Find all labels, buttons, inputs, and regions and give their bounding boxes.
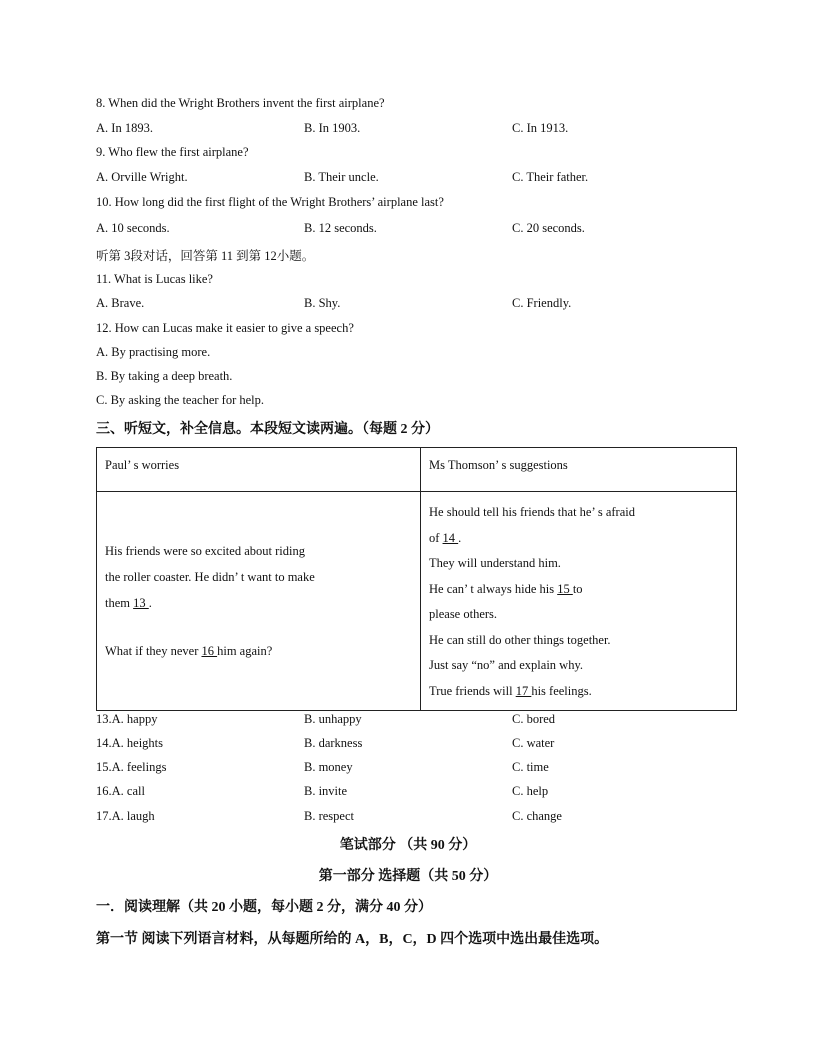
right-line-3: They will understand him. (429, 556, 561, 570)
q10-option-b: B. 12 seconds. (304, 221, 377, 235)
suggestions-cell (421, 492, 737, 711)
opt-13-a: 13.A. happy (96, 712, 158, 726)
right-line-4-pre: He can’ t always hide his (429, 581, 558, 596)
left-line-1: His friends were so excited about riding (105, 544, 305, 558)
left-line-4 (105, 638, 420, 664)
opt-16-b: B. invite (304, 784, 348, 798)
question-10-stem: 10. How long did the first flight of the Wright Brothers’ airplane last? (96, 195, 444, 209)
opt-17-c: C. change (512, 809, 562, 823)
question-9-stem: 9. Who flew the first airplane? (96, 145, 249, 159)
q11-option-c: C. Friendly. (512, 296, 572, 310)
q11-option-a: A. Brave. (96, 296, 145, 310)
part-1-title: 第一部分 选择题（共 50 分） (318, 869, 498, 884)
q10-option-a: A. 10 seconds. (96, 221, 170, 235)
left-line-3-pre: them (105, 596, 134, 610)
question-8-stem: 8. When did the Wright Brothers invent the first airplane? (96, 96, 385, 110)
right-line-8-post: his feelings. (531, 683, 592, 698)
part-3-heading: 三、听短文，补全信息。本段短文读两遍。（每题 2 分） (96, 422, 439, 437)
right-line-4-post: to (572, 581, 583, 596)
blank-13: 13 (133, 596, 149, 610)
q8-option-b: B. In 1903. (304, 121, 361, 135)
q12-option-a: A. By practising more. (96, 345, 211, 359)
right-line-8-pre: True friends will (429, 683, 516, 698)
q9-option-a: A. Orville Wright. (96, 170, 188, 184)
right-line-2-post: . (458, 530, 462, 545)
blank-16: 16 (201, 644, 218, 658)
left-line-3 (105, 590, 420, 616)
opt-13-c: C. bored (512, 712, 556, 726)
left-line-4-pre: What if they never (105, 644, 202, 658)
q12-option-c: C. By asking the teacher for help. (96, 393, 265, 407)
opt-14-b: B. darkness (304, 736, 363, 750)
q11-option-b: B. Shy. (304, 296, 341, 310)
right-line-5: please others. (429, 607, 498, 621)
opt-16-a: 16.A. call (96, 784, 145, 798)
opt-15-a: 15.A. feelings (96, 760, 167, 774)
q8-option-c: C. In 1913. (512, 121, 569, 135)
right-line-1: He should tell his friends that he’ s afraid (429, 505, 635, 519)
right-line-4 (429, 577, 736, 603)
q9-option-c: C. Their father. (512, 170, 589, 184)
q10-option-c: C. 20 seconds. (512, 221, 585, 235)
opt-17-a: 17.A. laugh (96, 809, 155, 823)
right-line-2-pre: of (429, 530, 443, 545)
opt-13-b: B. unhappy (304, 712, 362, 726)
right-line-6: He can still do other things together. (429, 632, 611, 647)
question-11-stem: 11. What is Lucas like? (96, 272, 213, 286)
blank-17: 17 (515, 683, 532, 698)
reading-heading: 一．阅读理解（共 20 小题，每小题 2 分，满分 40 分） (96, 900, 432, 915)
blank-14: 14 (442, 530, 459, 545)
opt-16-c: C. help (512, 784, 549, 798)
opt-17-b: B. respect (304, 809, 354, 823)
left-line-2: the roller coaster. He didn’ t want to make (105, 570, 315, 584)
opt-14-a: 14.A. heights (96, 736, 164, 750)
right-line-2 (429, 526, 736, 552)
worries-suggestions-table (96, 447, 737, 711)
blank-15: 15 (557, 581, 573, 596)
q12-option-b: B. By taking a deep breath. (96, 369, 233, 383)
opt-15-c: C. time (512, 760, 549, 774)
opt-15-b: B. money (304, 760, 353, 774)
section-1-heading: 第一节 阅读下列语言材料，从每题所给的 A，B，C，D 四个选项中选出最佳选项。 (96, 932, 609, 947)
left-line-4-post: him again? (217, 644, 273, 658)
section-3-intro: 听第 3段对话，回答第 11 到第 12小题。 (96, 249, 315, 263)
right-line-8 (429, 679, 736, 705)
head-right-text: Ms Thomson’ s suggestions (429, 458, 568, 472)
opt-14-c: C. water (512, 736, 555, 750)
worries-cell (97, 492, 421, 711)
written-part-title: 笔试部分 （共 90 分） (339, 838, 477, 853)
right-line-7: Just say “no” and explain why. (429, 658, 584, 672)
question-12-stem: 12. How can Lucas make it easier to give a speech? (96, 321, 354, 335)
table-head-right (421, 448, 737, 492)
table-head-left (97, 448, 421, 492)
left-line-3-post: . (148, 596, 152, 610)
head-left-text: Paul’ s worries (105, 458, 180, 472)
q8-option-a: A. In 1893. (96, 121, 153, 135)
q9-option-b: B. Their uncle. (304, 170, 379, 184)
